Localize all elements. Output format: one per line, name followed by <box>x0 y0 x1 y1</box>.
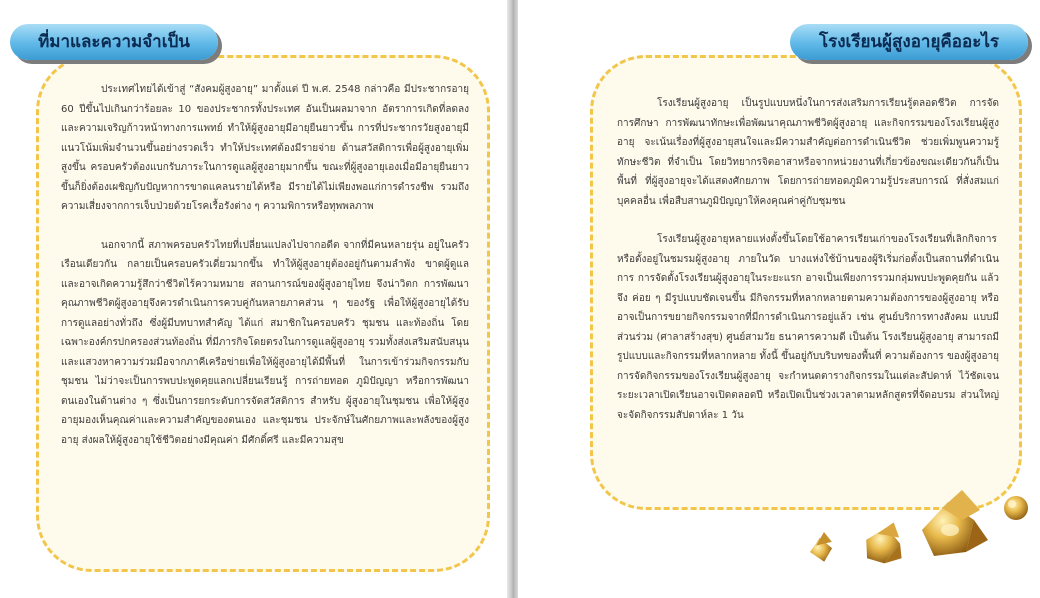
left-page-heading: ที่มาและความจำเป็น <box>10 24 218 60</box>
left-paragraph-1: ประเทศไทยได้เข้าสู่ “สังคมผู้สูงอายุ” มาตั้งแต่ ปี พ.ศ. 2548 กล่าวคือ มีประชากรอายุ 60 ปีขึ้นไปเกินกว่าร้อยละ 10 ของประชากรทั้งประเทศ อันเป็นผลมาจาก อัตราการเกิดที่ลดลงและความเจริญก้าวหน้าทางการแพทย์ ทำให้ผู้สูงอายุมีอายุยืนยาวขึ้น การที่ประชากรวัยสูงอายุมีแนวโน้มเพิ่มจำนวนขึ้นอย่างรวดเร็ว ทำให้ประเทศต้องมีรายจ่าย ด้านสวัสดิการเพื่อผู้สูงอายุเพิ่มสูงขึ้น ครอบครัวต้องแบกรับภาระในการดูแลผู้สูงอายุมากขึ้น ขณะที่ผู้สูงอายุเองเมื่อมีอายุยืนยาวขึ้นก็ยิ่งต้องเผชิญกับปัญหาการขาดแคลนรายได้หรือ มีรายได้ไม่เพียงพอแก่การดำรงชีพ รวมถึงความเสี่ยงจากการเจ็บป่วยด้วยโรคเรื้อรังต่าง ๆ ความพิการหรือทุพพลภาพ <box>61 84 469 212</box>
content-box-left <box>36 55 490 572</box>
content-box-right <box>590 55 1022 510</box>
golden-leaf-ornaments <box>790 478 1040 588</box>
right-paragraph-1: โรงเรียนผู้สูงอายุ เป็นรูปแบบหนึ่งในการส่งเสริมการเรียนรู้ตลอดชีวิต การจัด การศึกษา การพัฒนาทักษะเพื่อพัฒนาคุณภาพชีวิตผู้สูงอายุ และกิจกรรมของโรงเรียนผู้สูงอายุ จะเน้นเรื่องที่ผู้สูงอายุสนใจและมีความสำคัญต่อการดำเนินชีวิต ช่วยเพิ่มพูนความรู้ ทักษะชีวิต ที่จำเป็น โดยวิทยากรจิตอาสาหรือจากหน่วยงานที่เกี่ยวข้องขณะเดียวกันก็เป็นพื้นที่ ที่ผู้สูงอายุจะได้แสดงศักยภาพ โดยการถ่ายทอดภูมิความรู้ประสบการณ์ ที่สั่งสมแก่บุคคลอื่น เพื่อสืบสานภูมิปัญญาให้คงคุณค่าคู่กับชุมชน <box>617 98 999 207</box>
left-paragraph-2: นอกจากนี้ สภาพครอบครัวไทยที่เปลี่ยนแปลงไปจากอดีต จากที่มีคนหลายรุ่น อยู่ในครัวเรือนเดียวกัน กลายเป็นครอบครัวเดี่ยวมากขึ้น ทำให้ผู้สูงอายุต้องอยู่กันตามลำพัง ขาดผู้ดูแล และอาจเกิดความรู้สึกว่าชีวิตไร้ความหมาย สถานการณ์ของผู้สูงอายุไทย จึงน่าวิตก การพัฒนาคุณภาพชีวิตผู้สูงอายุจึงควรดำเนินการควบคู่กันหลายภาคส่วน ๆ ของรัฐ เพื่อให้ผู้สูงอายุได้รับการดูแลอย่างทั่วถึง ซึ่งผู้มีบทบาทสำคัญ ได้แก่ สมาชิกในครอบครัว ชุมชน และท้องถิ่น โดยเฉพาะองค์กรปกครองส่วนท้องถิ่น ที่มีภารกิจโดยตรงในการดูแลผู้สูงอายุ รวมทั้งส่งเสริมสนับสนุน และแสวงหาความร่วมมือจากภาคีเครือข่ายเพื่อให้ผู้สูงอายุได้มีพื้นที่ ในการเข้าร่วมกิจกรรมกับชุมชน ไม่ว่าจะเป็นการพบปะพูดคุยแลกเปลี่ยนเรียนรู้ การถ่ายทอด ภูมิปัญญา หรือการพัฒนาตนเองในด้านต่าง ๆ ซึ่งเป็นการยกระดับการจัดสวัสดิการ สำหรับ ผู้สูงอายุในชุมชน เพื่อให้ผู้สูงอายุมองเห็นคุณค่าและความสำคัญของตนเอง และชุมชน ประจักษ์ในศักยภาพและพลังของผู้สูงอายุ ส่งผลให้ผู้สูงอายุใช้ชีวิตอย่างมีคุณค่า มีศักดิ์ศรี และมีความสุข <box>61 239 469 446</box>
book-spine <box>507 0 518 598</box>
right-page-heading: โรงเรียนผู้สูงอายุคืออะไร <box>790 24 1028 60</box>
right-page <box>518 0 1040 598</box>
left-page <box>0 0 507 598</box>
right-paragraph-2: โรงเรียนผู้สูงอายุหลายแห่งตั้งขึ้นโดยใช้อาคารเรียนเก่าของโรงเรียนที่เลิกกิจการ หรือตั้งอยู่ในชมรมผู้สูงอายุ ภายในวัด บางแห่งใช้บ้านของผู้ริเริ่มก่อตั้งเป็นสถานที่ดำเนินการ การจัดตั้งโรงเรียนผู้สูงอายุในระยะแรก อาจเป็นเพียงการรวมกลุ่มพบปะพูดคุยกัน แล้วจึง ค่อย ๆ มีรูปแบบชัดเจนขึ้น มีกิจกรรมที่หลากหลายตามความต้องการของผู้สูงอายุ หรืออาจเป็นการขยายกิจกรรมจากที่มีการดำเนินการอยู่แล้ว เช่น ศูนย์บริการทางสังคม แบบมีส่วนร่วม (ศาลาสร้างสุข) ศูนย์สามวัย ธนาคารความดี เป็นต้น โรงเรียนผู้สูงอายุ สามารถมีรูปแบบและกิจกรรมที่หลากหลาย ทั้งนี้ ขึ้นอยู่กับบริบทของพื้นที่ ความต้องการ ของผู้สูงอายุ การจัดกิจกรรมของโรงเรียนผู้สูงอายุ จะกำหนดตารางกิจกรรมในแต่ละสัปดาห์ ไว้ชัดเจน ระยะเวลาเปิดเรียนอาจเปิดตลอดปี หรือเปิดเป็นช่วงเวลาตามหลักสูตรที่จัดอบรม ส่วนใหญ่จะจัดกิจกรรมสัปดาห์ละ 1 วัน <box>617 234 999 421</box>
